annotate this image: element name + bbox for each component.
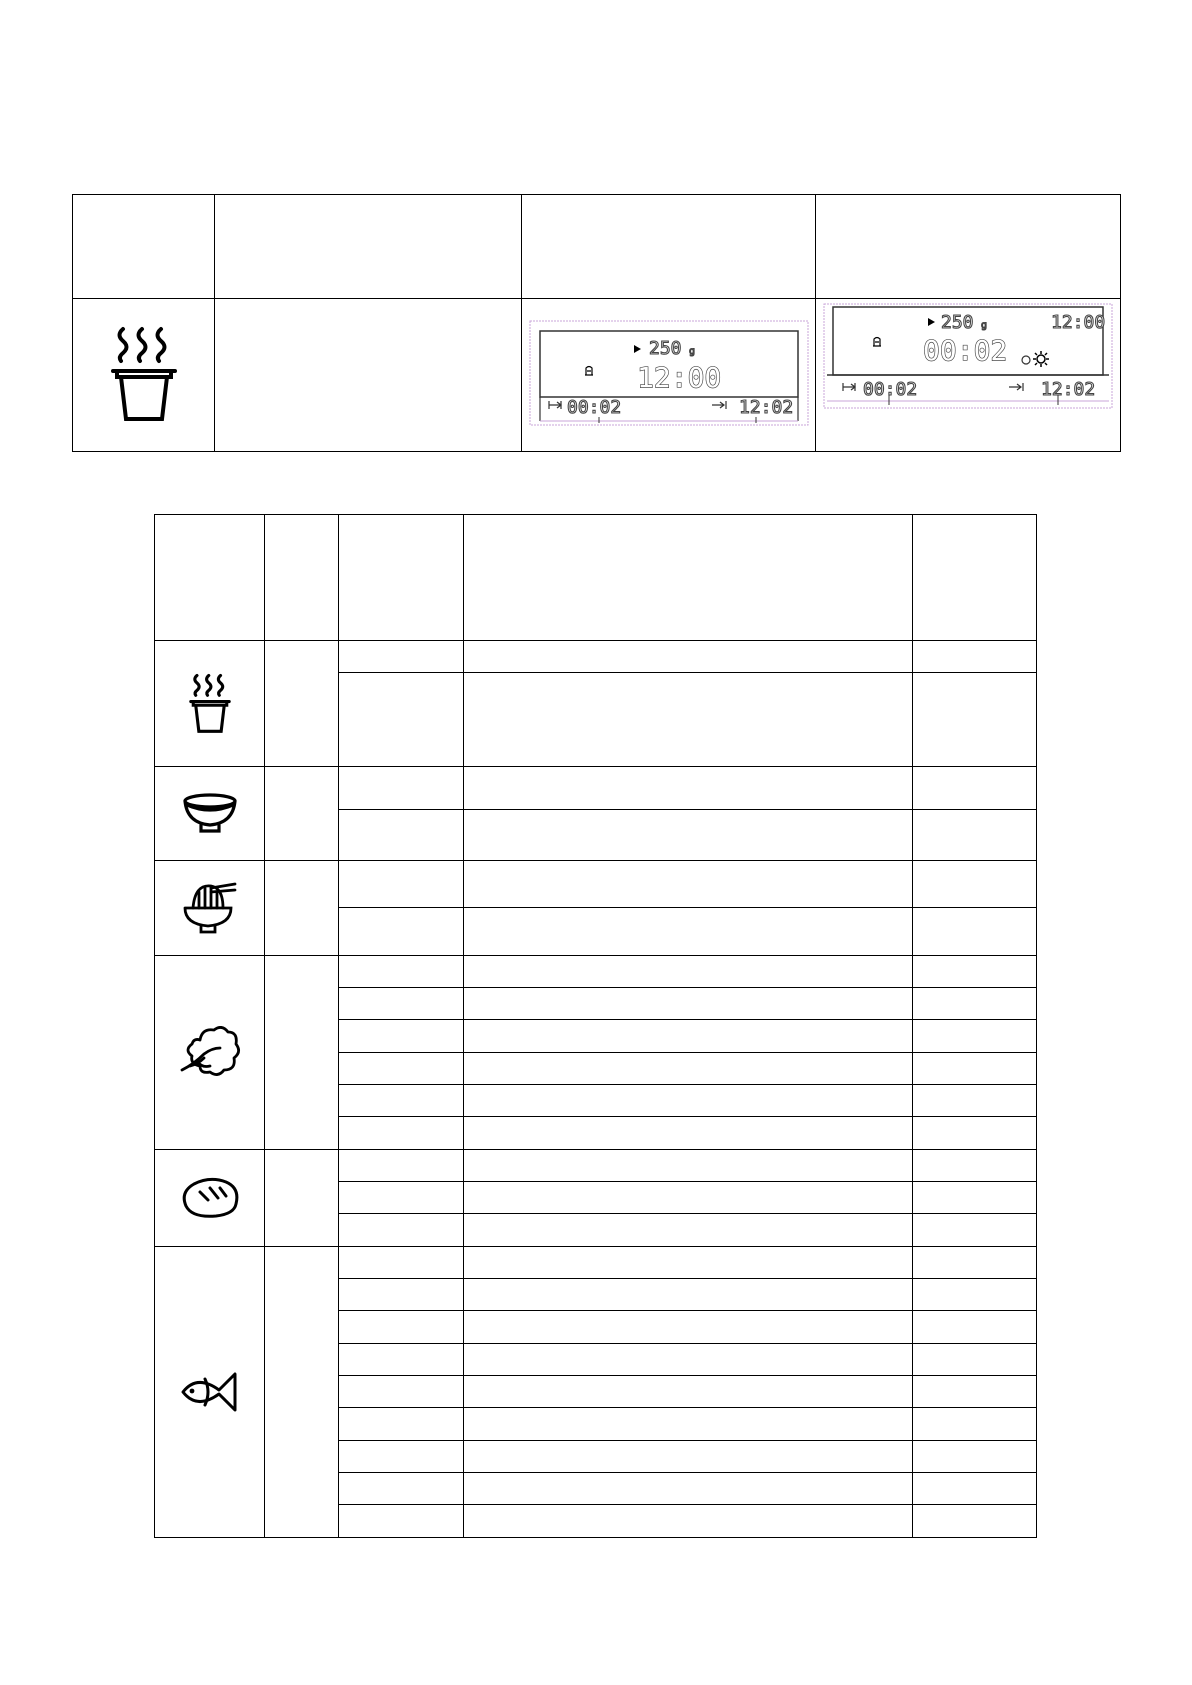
bread-icon (180, 1176, 240, 1220)
table-cell (913, 1150, 1037, 1182)
table-cell (339, 1376, 464, 1408)
noodles-icon (181, 880, 239, 936)
heating-icon (1033, 351, 1049, 367)
table-cell (913, 1311, 1037, 1344)
table-cell (339, 1311, 464, 1344)
program-description-cell (215, 299, 522, 452)
lcd-duration: 00:02 (566, 396, 621, 418)
table-cell (464, 641, 913, 673)
table-cell (339, 767, 464, 810)
table-row (155, 641, 1037, 673)
table-cell (339, 1053, 464, 1085)
table-cell (464, 1279, 913, 1311)
header-cell-description (464, 515, 913, 641)
group-icon-cell (155, 641, 265, 767)
table-cell (464, 1085, 913, 1117)
lcd-duration: 00:02 (863, 378, 918, 400)
table-cell (913, 1376, 1037, 1408)
table-cell (464, 1247, 913, 1279)
table-cell (913, 810, 1037, 861)
header-cell-display-2 (816, 195, 1121, 299)
table-cell (339, 1344, 464, 1376)
lcd-weight-unit: g (688, 345, 695, 357)
header-cell-type (339, 515, 464, 641)
lid-icon (873, 337, 881, 346)
table-row (155, 956, 1037, 988)
table-cell (464, 1020, 913, 1053)
table-cell (913, 1279, 1037, 1311)
group-program-cell (265, 767, 339, 861)
keep-warm-icon (1022, 356, 1030, 364)
header-cell-time (913, 515, 1037, 641)
lcd-main-time: 00:02 (923, 333, 1008, 367)
cooking-programs-table (154, 514, 1037, 1538)
lid-icon (585, 366, 593, 375)
group-icon-cell (155, 1150, 265, 1247)
table-row (155, 1150, 1037, 1182)
lcd-display-cell-1 (522, 299, 816, 452)
table-cell (464, 1053, 913, 1085)
table-cell (913, 1117, 1037, 1150)
group-icon-cell (155, 1247, 265, 1538)
table-cell (913, 988, 1037, 1020)
table-cell (339, 1441, 464, 1473)
table-cell (464, 1150, 913, 1182)
table-row (155, 861, 1037, 908)
table-cell (913, 1505, 1037, 1538)
table-cell (339, 861, 464, 908)
fish-icon (179, 1371, 241, 1413)
steam-cup-icon (109, 325, 179, 425)
table-cell (339, 1247, 464, 1279)
vegetable-icon (178, 1026, 242, 1080)
lcd-weight-unit: g (981, 319, 988, 331)
lcd-clock: 12:00 (1051, 311, 1106, 333)
table-cell (464, 861, 913, 908)
group-program-cell (265, 861, 339, 956)
table-cell (339, 1182, 464, 1214)
table-cell (464, 908, 913, 956)
duration-icon (843, 383, 855, 391)
table-cell (913, 1441, 1037, 1473)
table-cell (913, 1247, 1037, 1279)
table-cell (464, 1441, 913, 1473)
table-cell (913, 1182, 1037, 1214)
table-cell (913, 956, 1037, 988)
table-cell (913, 1473, 1037, 1505)
lcd-display-1 (529, 320, 809, 426)
table-cell (464, 1182, 913, 1214)
table-header-row (73, 195, 1121, 299)
table-cell (339, 1085, 464, 1117)
header-cell-icon (155, 515, 265, 641)
group-icon-cell (155, 767, 265, 861)
header-cell-icon (73, 195, 215, 299)
table-cell (913, 861, 1037, 908)
group-icon-cell (155, 861, 265, 956)
table-row (155, 767, 1037, 810)
table-cell (339, 1150, 464, 1182)
table-cell (464, 1376, 913, 1408)
lcd-end-time: 12:02 (1041, 378, 1096, 400)
table-cell (913, 908, 1037, 956)
table-cell (464, 1505, 913, 1538)
group-program-cell (265, 956, 339, 1150)
table-cell (339, 1473, 464, 1505)
table-cell (339, 673, 464, 767)
table-cell (464, 1408, 913, 1441)
header-cell-display-1 (522, 195, 816, 299)
group-program-cell (265, 1150, 339, 1247)
table-cell (339, 1117, 464, 1150)
table-header-row (155, 515, 1037, 641)
table-cell (339, 810, 464, 861)
table-cell (464, 956, 913, 988)
table-cell (339, 908, 464, 956)
lcd-end-time: 12:02 (738, 396, 793, 418)
table-row (155, 1247, 1037, 1279)
lcd-main-time: 12:00 (636, 360, 721, 394)
header-cell-program (265, 515, 339, 641)
table-cell (913, 1020, 1037, 1053)
end-time-icon (1009, 383, 1023, 391)
table-cell (464, 1344, 913, 1376)
table-cell (913, 1408, 1037, 1441)
table-cell (464, 1311, 913, 1344)
table-cell (464, 1473, 913, 1505)
table-cell (339, 988, 464, 1020)
table-cell (464, 1214, 913, 1247)
group-program-cell (265, 641, 339, 767)
table-cell (913, 1214, 1037, 1247)
table-cell (913, 1085, 1037, 1117)
table-cell (913, 641, 1037, 673)
table-cell (339, 1505, 464, 1538)
duration-icon (549, 401, 561, 409)
table-cell (339, 1408, 464, 1441)
table-cell (913, 673, 1037, 767)
lcd-weight: 250 (648, 337, 682, 359)
table-cell (464, 673, 913, 767)
program-display-table (72, 194, 1121, 452)
table-row (73, 299, 1121, 452)
header-cell-description (215, 195, 522, 299)
group-icon-cell (155, 956, 265, 1150)
program-icon-cell (73, 299, 215, 452)
lcd-display-2 (823, 303, 1113, 409)
table-cell (339, 1020, 464, 1053)
table-cell (464, 1117, 913, 1150)
table-cell (339, 1279, 464, 1311)
bowl-icon (181, 791, 239, 837)
table-cell (464, 988, 913, 1020)
table-cell (339, 1214, 464, 1247)
table-cell (339, 641, 464, 673)
table-cell (464, 767, 913, 810)
table-cell (339, 956, 464, 988)
end-time-icon (712, 401, 726, 409)
lcd-weight: 250 (941, 311, 974, 333)
table-cell (913, 767, 1037, 810)
steam-cup-icon (188, 673, 232, 735)
group-program-cell (265, 1247, 339, 1538)
table-cell (464, 810, 913, 861)
lcd-display-cell-2 (816, 299, 1121, 452)
table-cell (913, 1344, 1037, 1376)
table-cell (913, 1053, 1037, 1085)
